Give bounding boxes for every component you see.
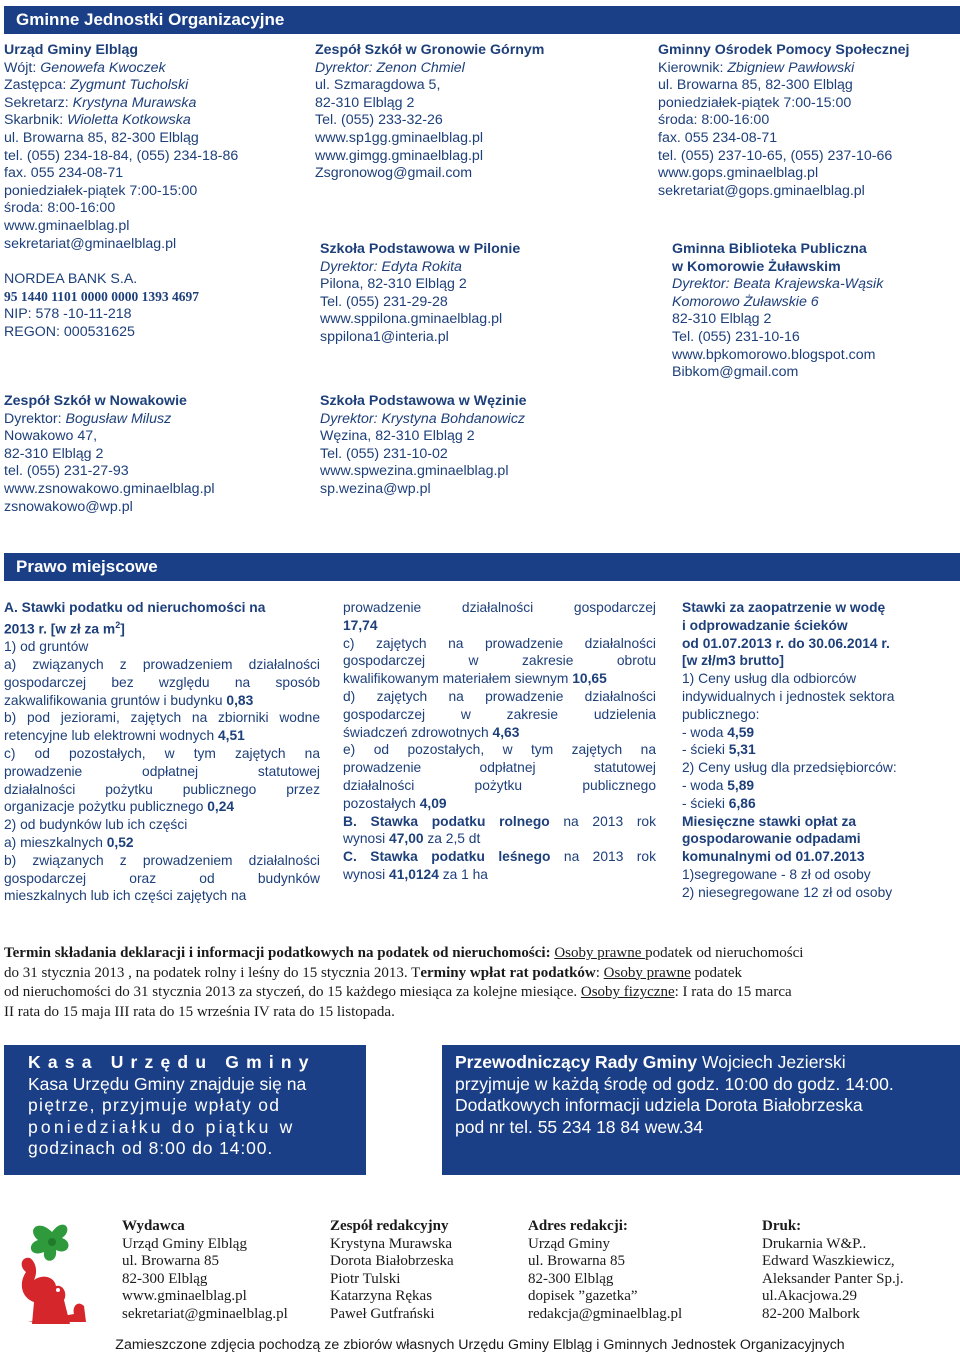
tax-line: gospodarczej oraz od budynków bbox=[4, 870, 320, 886]
tax-line: prowadzenie odpłatnej statutowej bbox=[4, 763, 320, 779]
rate-value: 5,89 bbox=[727, 777, 755, 793]
website-link[interactable]: www.gimgg.gminaelblag.pl bbox=[315, 147, 483, 164]
gops-block: Gminny Ośrodek Pomocy Społecznej Kierownik: Zbigniew Pawłowski ul. Browarna 85, 82-300 Elbląg poniedziałek-piątek 7:00-15:00 środa: 8:00-16:00 fax. 055 234-08-71 tel. (055) 237-10-65, (055) 237-10-66 www.gops.gminaelblag.pl sekretariat@gops.gminaelblag.pl bbox=[658, 42, 910, 199]
rate-value: 4,51 bbox=[217, 728, 245, 744]
tax-line: e) od pozostałych, w tym zajętych na bbox=[343, 742, 656, 758]
tax-column-2 bbox=[343, 599, 656, 884]
municipal-logo bbox=[8, 1206, 100, 1324]
tax-line: gospodarczej w zakresie obrotu bbox=[343, 653, 656, 669]
tax-column-3 bbox=[682, 599, 942, 902]
email-link[interactable]: sekretariat@gminaelblag.pl bbox=[4, 235, 177, 252]
tax-line: a) mieszkalnych 0,52 bbox=[4, 834, 134, 850]
tax-line: prowadzenie odpłatnej statutowej bbox=[343, 760, 656, 776]
rate-value: 0,52 bbox=[106, 834, 134, 850]
hours: poniedziałek-piątek 7:00-15:00 bbox=[4, 182, 198, 199]
fax: fax. 055 234-08-71 bbox=[4, 165, 124, 182]
tax-line: b) związanych z prowadzeniem działalności bbox=[4, 852, 320, 868]
tax-line: zakwalifikowania gruntów i budynku 0,83 bbox=[4, 692, 254, 708]
tax-line: od 01.07.2013 r. do 30.06.2014 r. bbox=[682, 635, 890, 651]
tax-line: 2013 r. [w zł za $m^2$] bbox=[4, 619, 125, 637]
tax-line: prowadzenie działalności gospodarczej bbox=[343, 600, 656, 615]
nip: NIP: 578 -10-11-218 bbox=[4, 305, 132, 322]
tax-line: c) zajętych na prowadzenie działalności bbox=[343, 635, 656, 651]
unit-title: Zespół Szkół w Nowakowie bbox=[4, 393, 187, 409]
email-link[interactable]: sppilona1@interia.pl bbox=[320, 328, 449, 345]
unit-title: Szkoła Podstawowa w Pilonie bbox=[320, 241, 521, 257]
rate-value: 4,59 bbox=[727, 724, 755, 740]
unit-title: Gminny Ośrodek Pomocy Społecznej bbox=[658, 42, 910, 58]
website-link[interactable]: www.gminaelblag.pl bbox=[4, 217, 130, 234]
section-banner-units: Gminne Jednostki Organizacyjne bbox=[4, 6, 960, 34]
tax-line: indywidualnych i jednostek sektora bbox=[682, 688, 895, 704]
tax-line: 1)segregowane - 8 zł od osoby bbox=[682, 866, 871, 882]
unit-title: Gminna Biblioteka Publiczna bbox=[672, 241, 867, 257]
wezina-school-block: Szkoła Podstawowa w Węzinie Dyrektor: Krystyna Bohdanowicz Węzina, 82-310 Elbląg 2 Tel. (055) 231-10-02 www.spwezina.gminaelblag.pl sp.wezina@wp.pl bbox=[320, 393, 527, 497]
rate-value: 10,65 bbox=[572, 671, 607, 687]
tax-line: działalności pożytku publicznego bbox=[343, 777, 656, 793]
tax-line: d) zajętych na prowadzenie działalności bbox=[343, 688, 656, 704]
email-link[interactable]: sp.wezina@wp.pl bbox=[320, 480, 431, 497]
tax-line: publicznego: bbox=[682, 706, 760, 722]
unit-title: Szkoła Podstawowa w Węzinie bbox=[320, 393, 527, 409]
tax-deadline-notice: Termin składania deklaracji i informacji podatkowych na podatek od nieruchomości: Osoby prawne podatek od nieruchomości do 31 stycznia 2013 , na podatek rolny i leśny do 15 stycznia 2013. Terminy wpłat rat podatków: Osoby prawne podatek od nieruchomości do 31 stycznia 2013 za styczeń, do 15 każdego miesiąca za kolejne miesiące. Osoby fizyczne: I rata do 15 marca II rata do 15 maja III rata do 15 września IV rata do 15 listopada. bbox=[4, 945, 804, 1020]
tax-line: 1) od gruntów bbox=[4, 639, 89, 655]
rate-value: 47,00 bbox=[389, 831, 424, 847]
website-link[interactable]: www.gops.gminaelblag.pl bbox=[658, 165, 819, 182]
library-block: Gminna Biblioteka Publiczna w Komorowie Żuławskim Dyrektor: Beata Krajewska-Wąsik Komorowo Żuławskie 6 82-310 Elbląg 2 Tel. (055) 231-10-16 www.bpkomorowo.blogspot.com Bibkom@gmail.com bbox=[672, 241, 884, 381]
tax-line: 2) od budynków lub ich części bbox=[4, 817, 188, 833]
website-link[interactable]: www.sppilona.gminaelblag.pl bbox=[320, 311, 503, 328]
tax-line: wynosi 41,0124 za 1 ha bbox=[343, 866, 488, 882]
section-banner-law: Prawo miejscowe bbox=[4, 553, 960, 581]
nowakowo-school-block: Zespół Szkół w Nowakowie Dyrektor: Bogusław Milusz Nowakowo 47, 82-310 Elbląg 2 tel. (055) 231-27-93 www.zsnowakowo.gminaelblag.pl zsnowakowo@wp.pl bbox=[4, 393, 215, 515]
editorial-address-block: Adres redakcji: Urząd Gminy ul. Browarna 85 82-300 Elbląg dopisek ”gazetka” redakcja@gminaelblag.pl bbox=[528, 1218, 683, 1322]
tax-line: kwalifikowanym materiałem siewnym 10,65 bbox=[343, 671, 607, 687]
tax-line: komunalnymi od 01.07.2013 bbox=[682, 849, 865, 865]
rate-value: 6,86 bbox=[728, 795, 756, 811]
tax-line: wynosi 47,00 za 2,5 dt bbox=[343, 831, 481, 847]
tax-line: - ścieki 5,31 bbox=[682, 742, 756, 758]
tax-line: pozostałych 4,09 bbox=[343, 795, 447, 811]
email-link[interactable]: Zsgronowog@gmail.com bbox=[315, 165, 473, 182]
tax-line: 2) Ceny usług dla przedsiębiorców: bbox=[682, 760, 897, 776]
email-link[interactable]: sekretariat@gminaelblag.pl bbox=[122, 1305, 288, 1322]
unit-title: Zespół Szkół w Gronowie Górnym bbox=[315, 42, 545, 58]
website-link[interactable]: www.gminaelblag.pl bbox=[122, 1288, 247, 1305]
rate-value: 41,0124 bbox=[389, 866, 439, 882]
bank-account: 95 1440 1101 0000 0000 1393 4697 bbox=[4, 289, 200, 305]
tax-line: Miesięczne stawki opłat za bbox=[682, 813, 857, 829]
tax-line: i odprowadzanie ścieków bbox=[682, 617, 848, 633]
gronowo-school-block: Zespół Szkół w Gronowie Górnym Dyrektor: Zenon Chmiel ul. Szmaragdowa 5, 82-310 Elbląg 2 Tel. (055) 233-32-26 www.sp1gg.gminaelblag.pl www.gimgg.gminaelblag.pl Zsgronowog@gmail.com bbox=[315, 42, 545, 182]
website-link[interactable]: www.bpkomorowo.blogspot.com bbox=[672, 346, 876, 363]
tax-line: świadczeń zdrowotnych 4,63 bbox=[343, 724, 520, 740]
tax-line: - ścieki 6,86 bbox=[682, 795, 756, 811]
email-link[interactable]: sekretariat@gops.gminaelblag.pl bbox=[658, 182, 865, 199]
tax-line: - woda 4,59 bbox=[682, 724, 755, 740]
rate-value: 17,74 bbox=[343, 617, 378, 633]
printer-block: Druk: Drukarnia W&P.. Edward Waszkiewicz, Aleksander Panter Sp.j. ul.Akacjowa.29 82-200 Malbork bbox=[762, 1218, 904, 1322]
rate-value: 4,09 bbox=[419, 795, 447, 811]
phone: tel. (055) 234-18-84, (055) 234-18-86 bbox=[4, 147, 239, 164]
tax-column-1 bbox=[4, 599, 320, 905]
council-chairman-box: Przewodniczący Rady Gminy Wojciech Jezierski przyjmuje w każdą środę od godz. 10:00 do godz. 14:00. Dodatkowych informacji udziela Dorota Białobrzeska pod nr tel. 55 234 18 84 wew.34 bbox=[442, 1045, 960, 1175]
tax-line: a) związanych z prowadzeniem działalności bbox=[4, 656, 320, 672]
address: ul. Browarna 85, 82-300 Elbląg bbox=[4, 129, 199, 146]
photo-credit-footer: Zamieszczone zdjęcia pochodzą ze zbiorów własnych Urzędu Gminy Elbląg i Gminnych Jednostek Organizacyjnych bbox=[115, 1337, 845, 1353]
municipal-office-block: Urząd Gminy Elbląg Wójt: Genowefa Kwoczek Zastępca: Zygmunt Tucholski Sekretarz: Krystyna Murawska Skarbnik: Wioletta Kotkowska ul. Browarna 85, 82-300 Elbląg tel. (055) 234-18-84, (055) 234-18-86 fax. 055 234-08-71 poniedziałek-piątek 7:00-15:00 środa: 8:00-16:00 www.gminaelblag.pl sekretariat@gminaelblag.pl NORDEA BANK S.A. 95 1440 1101 0000 0000 1393 4697 NIP: 578 -10-11-218 REGON: 000531625 bbox=[4, 42, 239, 340]
tax-line: [w zł/m3 brutto] bbox=[682, 653, 784, 669]
council-title: Przewodniczący Rady Gminy bbox=[455, 1052, 698, 1072]
regon: REGON: 000531625 bbox=[4, 323, 135, 340]
tax-line: b) pod jeziorami, zajętych na zbiorniki wodne bbox=[4, 710, 320, 726]
tax-line: 2) niesegregowane 12 zł od osoby bbox=[682, 884, 893, 900]
bank-name: NORDEA BANK S.A. bbox=[4, 270, 138, 287]
rate-value: 5,31 bbox=[728, 742, 756, 758]
hours-wednesday: środa: 8:00-16:00 bbox=[4, 200, 116, 217]
website-link[interactable]: www.spwezina.gminaelblag.pl bbox=[320, 463, 509, 480]
tax-line: c) od pozostałych, w tym zajętych na bbox=[4, 745, 320, 761]
rate-value: 0,24 bbox=[207, 799, 235, 815]
tax-line: gospodarczej w zakresie udzielenia bbox=[343, 706, 656, 722]
tax-line: - woda 5,89 bbox=[682, 777, 755, 793]
website-link[interactable]: www.zsnowakowo.gminaelblag.pl bbox=[4, 480, 215, 497]
tax-line: Stawki za zaopatrzenie w wodę bbox=[682, 600, 886, 615]
tax-line bbox=[343, 617, 656, 635]
email-link[interactable]: redakcja@gminaelblag.pl bbox=[528, 1305, 683, 1322]
tax-line: organizacje pożytku publicznego 0,24 bbox=[4, 799, 235, 815]
rate-value: 0,83 bbox=[226, 692, 254, 708]
pilona-school-block: Szkoła Podstawowa w Pilonie Dyrektor: Edyta Rokita Pilona, 82-310 Elbląg 2 Tel. (055) 231-29-28 www.sppilona.gminaelblag.pl sppilona1@interia.pl bbox=[320, 241, 521, 345]
mayor-name: Genowefa Kwoczek bbox=[40, 59, 166, 76]
tax-line: C. Stawka podatku leśnego na 2013 rok bbox=[343, 849, 656, 865]
editorial-team-block: Zespół redakcyjny Krystyna Murawska Dorota Białobrzeska Piotr Tulski Katarzyna Rękas Paweł Gutfrański bbox=[330, 1218, 454, 1322]
cash-desk-box: Kasa Urzędu Gminy Kasa Urzędu Gminy znajduje się na piętrze, przyjmuje wpłaty od poniedziałku do piątku w godzinach od 8:00 do 14:00. bbox=[4, 1045, 366, 1175]
website-link[interactable]: www.sp1gg.gminaelblag.pl bbox=[315, 129, 483, 146]
cash-desk-title: Kasa Urzędu Gminy bbox=[28, 1052, 316, 1072]
squirrel-icon bbox=[22, 1258, 70, 1324]
tax-line: retencyjne lub elektrowni wodnych 4,51 bbox=[4, 728, 245, 744]
tax-line: gospodarczej bez względu na sposób bbox=[4, 674, 320, 690]
tax-line: mieszkalnych lub ich części zajętych na bbox=[4, 888, 247, 904]
tax-line: działalności pożytku publicznego przez bbox=[4, 781, 320, 797]
tax-line: B. Stawka podatku rolnego na 2013 rok bbox=[343, 813, 656, 829]
rate-value: 4,63 bbox=[492, 724, 520, 740]
tax-line: A. Stawki podatku od nieruchomości na bbox=[4, 600, 266, 615]
email-link[interactable]: Bibkom@gmail.com bbox=[672, 364, 799, 381]
email-link[interactable]: zsnowakowo@wp.pl bbox=[4, 498, 133, 515]
tax-line: gospodarowanie odpadami bbox=[682, 831, 861, 847]
tax-line: 1) Ceny usług dla odbiorców bbox=[682, 671, 857, 687]
publisher-block: Wydawca Urząd Gminy Elbląg ul. Browarna 85 82-300 Elbląg www.gminaelblag.pl sekretariat@gminaelblag.pl bbox=[122, 1218, 288, 1322]
unit-title: Urząd Gminy Elbląg bbox=[4, 42, 139, 58]
